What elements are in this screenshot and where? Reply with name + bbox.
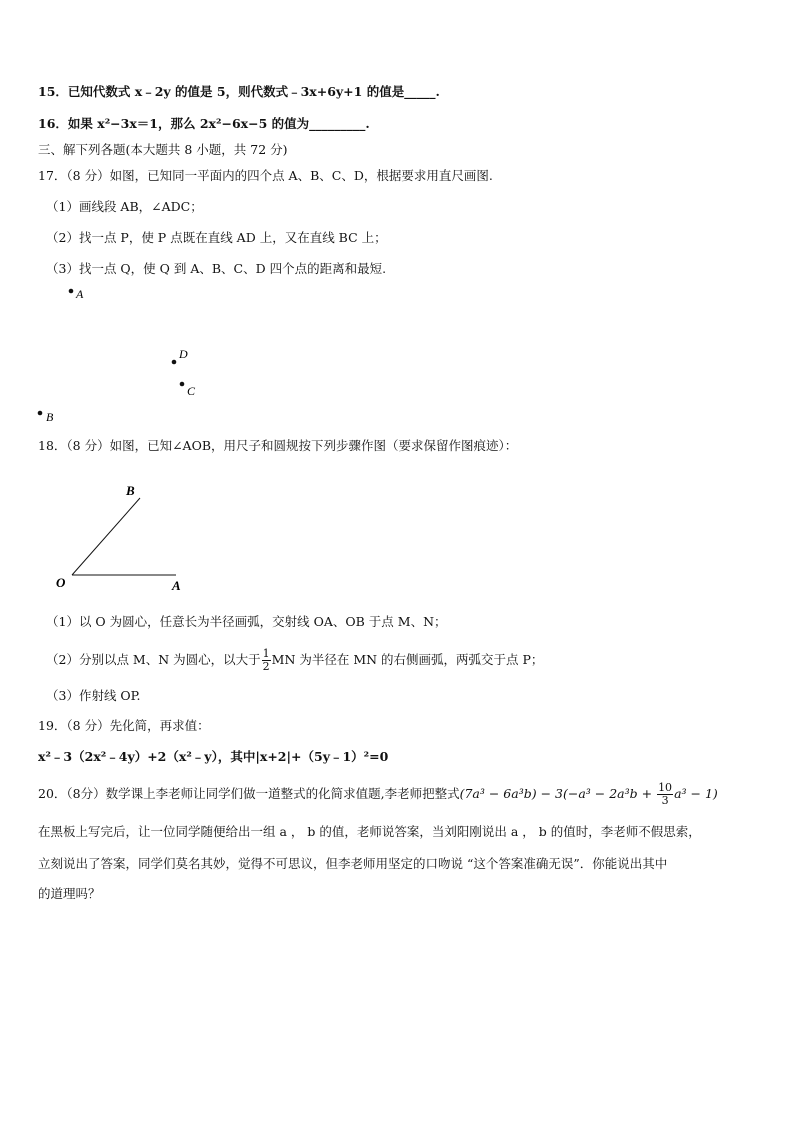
q16-suffix: 的值为 — [267, 116, 310, 131]
angle-aob-figure — [50, 478, 200, 596]
question-17-part-1: （1）画线段 AB，∠ADC； — [46, 199, 203, 214]
q20-polynomial-b: a³ − 1) — [674, 786, 718, 801]
question-18-stem: 18．（8 分）如图，已知∠AOB，用尺子和圆规按下列步骤作图（要求保留作图痕迹）： — [38, 438, 518, 453]
point-a — [69, 289, 74, 294]
question-15 — [38, 84, 440, 100]
q18-step2-text-a: （2）分别以点 M、N 为圆心，以大于 — [46, 652, 261, 667]
label-o: O — [56, 575, 66, 590]
q15-end: . — [435, 84, 440, 99]
question-18-step-1: （1）以 O 为圆心，任意长为半径画弧，交射线 OA、OB 于点 M、N； — [46, 614, 447, 629]
question-18-step-2 — [46, 648, 543, 673]
q15-mid: 的值是 5，则代数式﹣ — [170, 84, 301, 99]
q16-end: . — [365, 116, 370, 131]
q16-expr2: 2x²−6x−5 — [199, 116, 268, 131]
label-a: A — [172, 578, 181, 593]
q16-mid: ，那么 — [158, 116, 200, 131]
q16-prefix: 16．如果 — [38, 116, 98, 131]
q20-stem: 20．（8分）数学课上李老师让同学们做一道整式的化简求值题,李老师把整式 — [38, 786, 460, 801]
question-20-line-1 — [38, 782, 718, 807]
label-b: B — [46, 410, 54, 424]
question-17-part-3: （3）找一点 Q，使 Q 到 A、B、C、D 四个点的距离和最短. — [46, 261, 387, 276]
label-c: C — [187, 384, 196, 398]
question-19-stem: 19．（8 分）先化简，再求值： — [38, 718, 210, 733]
label-b: B — [126, 483, 135, 498]
q20-polynomial-a: (7a³ − 6a³b) − 3(−a³ − 2a³b + — [459, 786, 657, 801]
q15-suffix: 的值是 — [362, 84, 405, 99]
fraction-ten-thirds — [657, 782, 673, 807]
q15-expr1: x﹣2y — [134, 84, 171, 99]
question-20-line-4: 的道理吗？ — [38, 886, 101, 901]
q16-blank: _________ — [309, 116, 366, 131]
question-17-stem: 17．（8 分）如图，已知同一平面内的四个点 A、B、C、D，根据要求用直尺画图. — [38, 168, 493, 183]
point-d — [172, 360, 177, 365]
q17-points-figure — [30, 282, 230, 428]
fraction-denominator: 2 — [262, 660, 270, 673]
section-3-heading: 三、解下列各题(本大题共 8 小题，共 72 分) — [38, 142, 288, 157]
label-a: A — [76, 287, 84, 301]
question-20-line-3: 立刻说出了答案，同学们莫名其妙，觉得不可思议，但李老师用坚定的口吻说 “这个答案准确无误”．你能说出其中 — [38, 856, 668, 871]
question-18-step-3: （3）作射线 OP. — [46, 688, 141, 703]
q16-expr1: x²−3x＝1 — [97, 116, 158, 131]
fraction-one-half — [262, 648, 271, 673]
question-20-line-2: 在黑板上写完后，让一位同学随便给出一组 a ， b 的值，老师说答案，当刘阳刚说出 a ， b 的值时，李老师不假思索， — [38, 824, 701, 839]
fraction-denominator: 3 — [661, 794, 669, 807]
fraction-numerator: 1 — [262, 647, 270, 660]
point-c — [180, 382, 185, 387]
label-d: D — [179, 347, 188, 361]
fraction-numerator: 10 — [658, 781, 673, 794]
question-16 — [38, 116, 370, 132]
ray-ob — [72, 498, 140, 575]
q15-expr2: 3x+6y+1 — [300, 84, 363, 99]
question-17-part-2: （2）找一点 P，使 P 点既在直线 AD 上，又在直线 BC 上； — [46, 230, 387, 245]
q18-step2-text-b: MN 为半径在 MN 的右侧画弧，两弧交于点 P； — [271, 652, 544, 667]
q15-prefix: 15．已知代数式 — [38, 84, 135, 99]
question-19-expression: x²﹣3（2x²﹣4y）+2（x²﹣y），其中|x+2|+（5y﹣1）²=0 — [38, 749, 389, 764]
q15-blank: _____ — [404, 84, 436, 99]
point-b — [38, 411, 43, 416]
